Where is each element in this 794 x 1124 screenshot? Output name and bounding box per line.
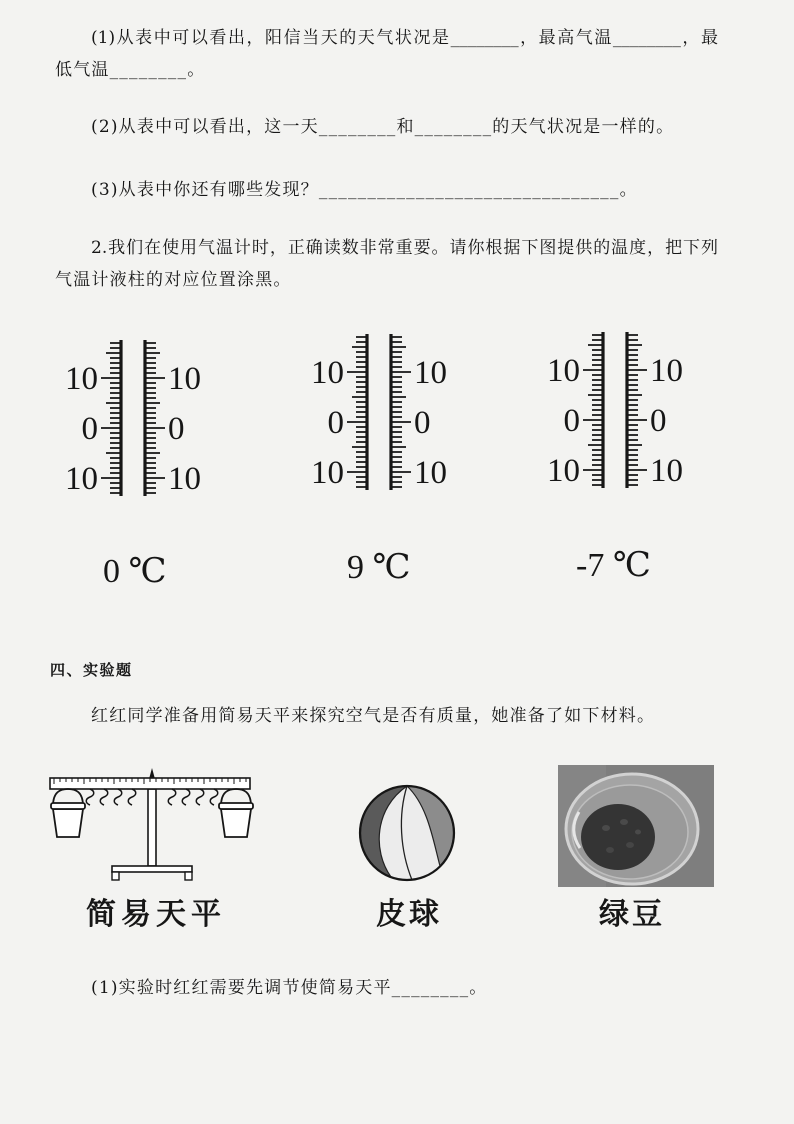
scale-ticks-right	[145, 343, 165, 493]
scale-ticks-right	[391, 337, 411, 487]
scale-label-right-top: 10	[414, 355, 447, 391]
experiment-question-1: (1)实验时红红需要先调节使简易天平________。	[91, 978, 488, 998]
mung-beans-photo	[557, 764, 715, 888]
hook	[128, 789, 136, 805]
scale-label-right-bottom: 10	[414, 455, 447, 491]
temperature-label-1: 0 ℃	[103, 553, 167, 590]
bean	[620, 819, 628, 825]
bucket-left	[51, 789, 85, 837]
bean	[602, 825, 610, 831]
scale-ticks-right	[627, 335, 647, 485]
question-1-line-2: 低气温________。	[55, 60, 206, 80]
scale-label-left-bottom: 10	[547, 453, 580, 489]
thermometer-1[interactable]	[65, 340, 201, 497]
experiment-intro: 红红同学准备用简易天平来探究空气是否有质量，她准备了如下材料。	[91, 706, 656, 726]
hook	[196, 789, 204, 805]
ball-illustration	[356, 782, 460, 884]
scale-label-right-zero: 0	[168, 411, 185, 447]
balance-foot-right	[185, 872, 192, 880]
balance-scale-illustration	[40, 762, 265, 886]
balance-base	[112, 866, 192, 872]
material-label-ball: 皮球	[376, 897, 442, 932]
scale-label-right-bottom: 10	[650, 453, 683, 489]
hook	[114, 789, 122, 805]
scale-label-right-top: 10	[650, 353, 683, 389]
material-label-balance: 简易天平	[86, 897, 226, 932]
scale-label-left-top: 10	[65, 361, 98, 397]
bucket-rim	[51, 803, 85, 809]
hook	[86, 789, 94, 805]
scale-label-left-top: 10	[547, 353, 580, 389]
balance-post	[148, 789, 156, 866]
thermometer-3[interactable]	[547, 332, 683, 489]
section-heading: 四、实验题	[50, 661, 133, 679]
scale-ticks-left	[583, 335, 603, 485]
bean	[635, 830, 641, 835]
bucket-right	[219, 789, 253, 837]
thermometer-question-line-1: 2.我们在使用气温计时，正确读数非常重要。请你根据下图提供的温度，把下列	[91, 238, 718, 258]
scale-ticks-left	[347, 337, 367, 487]
scale-label-right-bottom: 10	[168, 461, 201, 497]
bean	[606, 847, 614, 853]
question-2: (2)从表中可以看出，这一天________和________的天气状况是一样的。	[91, 117, 675, 137]
balance-foot-left	[112, 872, 119, 880]
bean-pile	[581, 804, 655, 870]
temperature-label-2: 9 ℃	[347, 549, 411, 586]
temperature-label-3: -7 ℃	[576, 547, 651, 584]
scale-ticks-left	[101, 343, 121, 493]
hook	[168, 789, 176, 805]
scale-label-right-zero: 0	[650, 403, 667, 439]
bean	[626, 842, 634, 848]
bucket-body	[53, 809, 83, 837]
scale-label-left-bottom: 10	[311, 455, 344, 491]
scale-label-left-zero: 0	[563, 403, 580, 439]
hook	[182, 789, 190, 805]
bucket-body	[221, 809, 251, 837]
question-1-line-1: (1)从表中可以看出，阳信当天的天气状况是________，最高气温________，最	[91, 28, 718, 48]
thermometer-question-line-2: 气温计液柱的对应位置涂黑。	[55, 270, 292, 290]
scale-label-right-top: 10	[168, 361, 201, 397]
scale-label-left-bottom: 10	[65, 461, 98, 497]
scale-label-left-zero: 0	[81, 411, 98, 447]
scale-label-right-zero: 0	[414, 405, 431, 441]
question-3: (3)从表中你还有哪些发现？_______________________________。	[91, 180, 638, 200]
bucket-rim	[219, 803, 253, 809]
thermometer-figure	[0, 320, 794, 510]
hook	[210, 789, 218, 805]
scale-label-left-top: 10	[311, 355, 344, 391]
hook	[100, 789, 108, 805]
scale-label-left-zero: 0	[327, 405, 344, 441]
material-label-beans: 绿豆	[599, 897, 665, 932]
thermometer-2[interactable]	[311, 334, 447, 491]
